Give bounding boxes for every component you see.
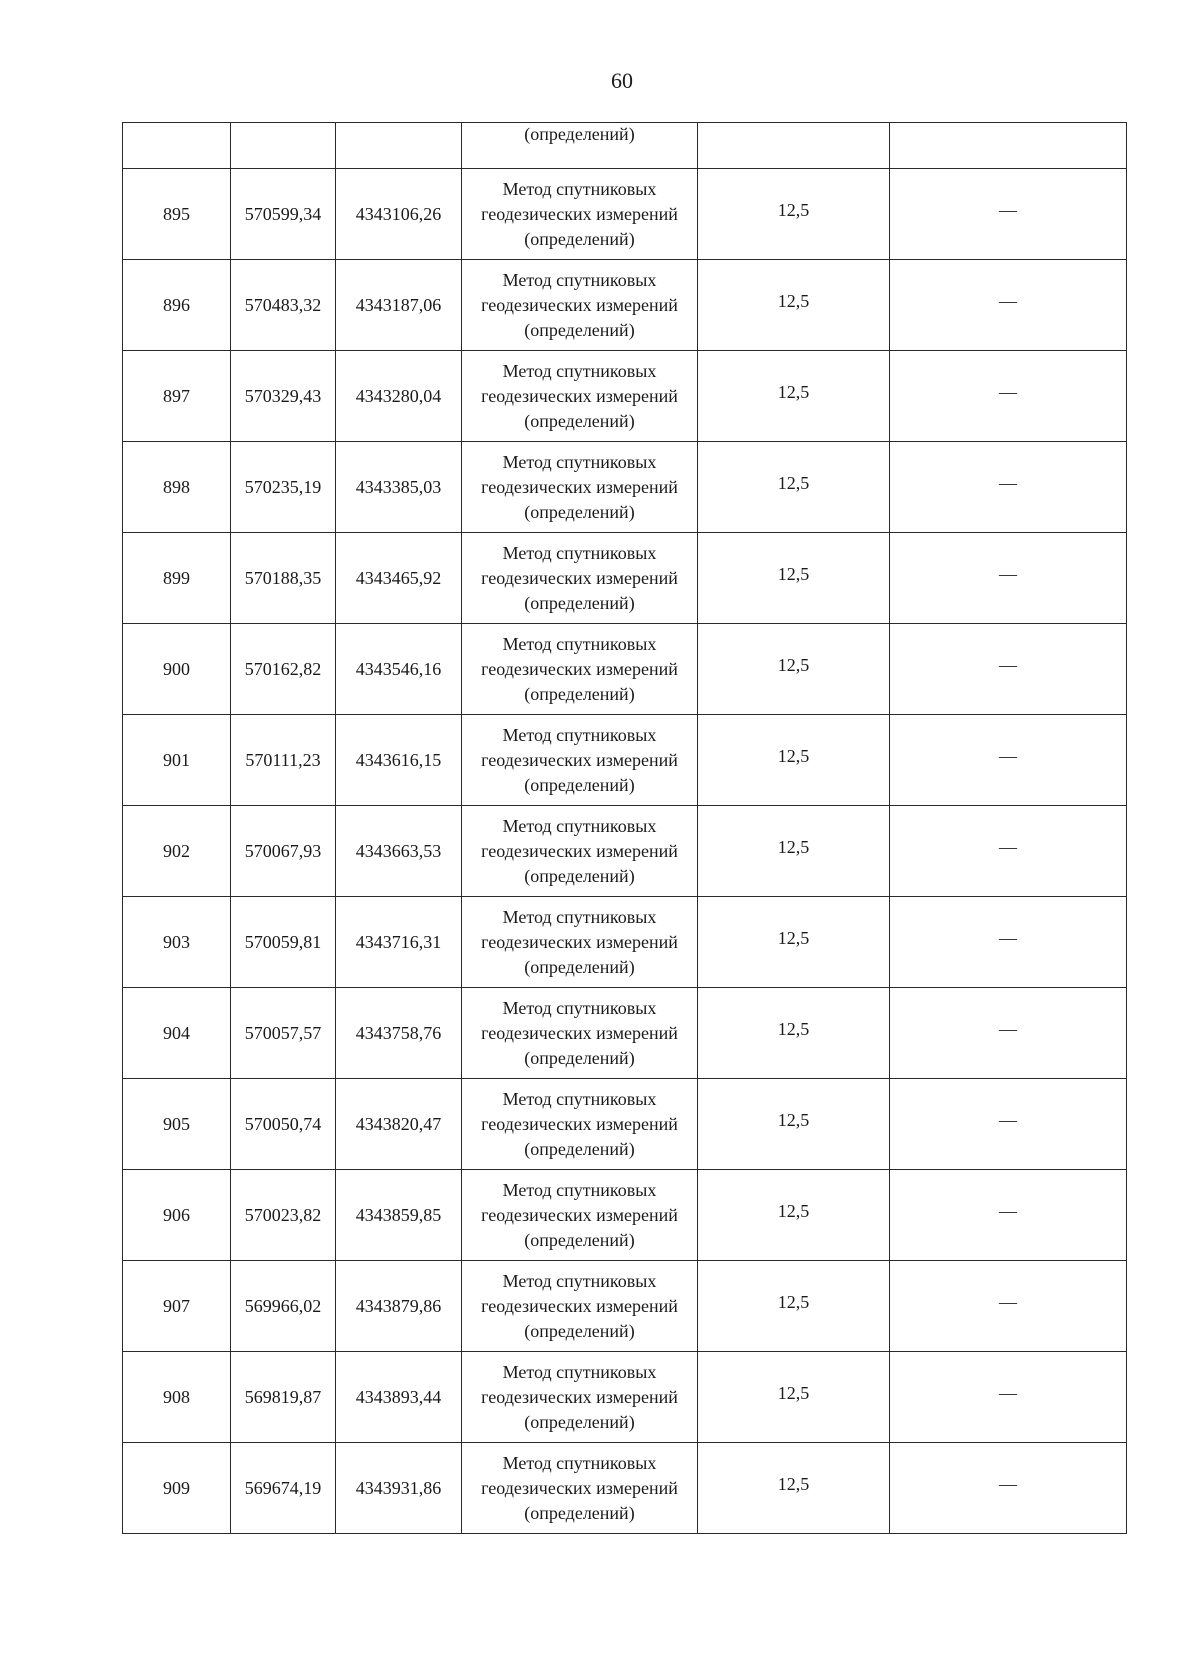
method-line-2: геодезических измерений	[481, 294, 678, 315]
cell-x-coordinate: 570050,74	[231, 1079, 336, 1170]
cell-point-number: 899	[123, 533, 231, 624]
method-line-3: (определений)	[524, 1320, 635, 1341]
note-dash: —	[999, 472, 1017, 493]
method-line-2: геодезических измерений	[481, 1113, 678, 1134]
cell-x-coordinate: 570235,19	[231, 442, 336, 533]
cell-precision	[698, 351, 890, 442]
cell-note	[890, 351, 1127, 442]
method-line-1: Метод спутниковых	[502, 997, 657, 1018]
cell-method	[462, 1261, 698, 1352]
note-dash: —	[999, 654, 1017, 675]
cell-x-coordinate: 570067,93	[231, 806, 336, 897]
precision-value: 12,5	[777, 1109, 810, 1130]
method-line-3: (определений)	[524, 1411, 635, 1432]
cell-y	[336, 123, 462, 169]
cell-precision	[698, 1352, 890, 1443]
cell-note	[890, 988, 1127, 1079]
table-row	[123, 897, 1127, 988]
cell-point-number: 900	[123, 624, 231, 715]
cell-method	[462, 351, 698, 442]
method-line-3: (определений)	[524, 410, 635, 431]
method-line-2: геодезических измерений	[481, 840, 678, 861]
precision-value: 12,5	[777, 381, 810, 402]
method-line-1: Метод спутниковых	[502, 542, 657, 563]
page-number: 60	[611, 68, 633, 93]
cell-x-coordinate: 570057,57	[231, 988, 336, 1079]
method-line-1: Метод спутниковых	[502, 906, 657, 927]
cell-point-number: 901	[123, 715, 231, 806]
note-dash: —	[999, 927, 1017, 948]
method-line-1: Метод спутниковых	[502, 1179, 657, 1200]
cell-y-coordinate: 4343465,92	[336, 533, 462, 624]
cell-point-number: 902	[123, 806, 231, 897]
cell-precision	[698, 624, 890, 715]
coordinates-table	[122, 122, 1127, 1534]
cell-point-number: 909	[123, 1443, 231, 1534]
method-line-3: (определений)	[524, 501, 635, 522]
method-line-2: геодезических измерений	[481, 385, 678, 406]
cell-method	[462, 1352, 698, 1443]
cell-precision	[698, 988, 890, 1079]
method-line-2: геодезических измерений	[481, 1204, 678, 1225]
cell-point-number: 896	[123, 260, 231, 351]
method-line-2: геодезических измерений	[481, 1477, 678, 1498]
cell-y-coordinate: 4343187,06	[336, 260, 462, 351]
cell-method	[462, 1170, 698, 1261]
cell-method	[462, 169, 698, 260]
method-line-1: Метод спутниковых	[502, 360, 657, 381]
cell-method	[462, 442, 698, 533]
precision-value: 12,5	[777, 1473, 810, 1494]
cell-method	[462, 624, 698, 715]
cell-method	[462, 1079, 698, 1170]
cell-y-coordinate: 4343859,85	[336, 1170, 462, 1261]
cell-precision	[698, 1261, 890, 1352]
cell-method	[462, 533, 698, 624]
cell-y-coordinate: 4343758,76	[336, 988, 462, 1079]
precision-value: 12,5	[777, 1382, 810, 1403]
method-line-2: геодезических измерений	[481, 567, 678, 588]
method-line-3: (определений)	[524, 1229, 635, 1250]
method-line-1: Метод спутниковых	[502, 633, 657, 654]
method-line-1: Метод спутниковых	[502, 269, 657, 290]
table-row	[123, 988, 1127, 1079]
cell-x-coordinate: 570599,34	[231, 169, 336, 260]
method-line-2: геодезических измерений	[481, 1295, 678, 1316]
precision-value: 12,5	[777, 199, 810, 220]
cell-y-coordinate: 4343546,16	[336, 624, 462, 715]
note-dash: —	[999, 836, 1017, 857]
cell-precision	[698, 123, 890, 169]
table-row	[123, 442, 1127, 533]
cell-y-coordinate: 4343893,44	[336, 1352, 462, 1443]
table-body	[123, 123, 1127, 1534]
cell-precision	[698, 897, 890, 988]
precision-value: 12,5	[777, 1200, 810, 1221]
precision-value: 12,5	[777, 927, 810, 948]
cell-note	[890, 715, 1127, 806]
method-line-1: Метод спутниковых	[502, 1270, 657, 1291]
precision-value: 12,5	[777, 1291, 810, 1312]
table-row	[123, 169, 1127, 260]
precision-value: 12,5	[777, 836, 810, 857]
note-dash: —	[999, 1291, 1017, 1312]
cell-precision	[698, 715, 890, 806]
method-line-1: Метод спутниковых	[502, 724, 657, 745]
cell-point-number: 906	[123, 1170, 231, 1261]
cell-point-number: 907	[123, 1261, 231, 1352]
precision-value: 12,5	[777, 1018, 810, 1039]
cell-x-coordinate: 570188,35	[231, 533, 336, 624]
method-line-3: (определений)	[524, 1138, 635, 1159]
table-row	[123, 1079, 1127, 1170]
table-row	[123, 1170, 1127, 1261]
cell-precision	[698, 1079, 890, 1170]
cell-precision	[698, 806, 890, 897]
cell-precision	[698, 533, 890, 624]
method-line-1: Метод спутниковых	[502, 1361, 657, 1382]
method-line-1: Метод спутниковых	[502, 451, 657, 472]
cell-note	[890, 1079, 1127, 1170]
cell-note	[890, 897, 1127, 988]
cell-y-coordinate: 4343663,53	[336, 806, 462, 897]
cell-note	[890, 1261, 1127, 1352]
method-line-1: Метод спутниковых	[502, 815, 657, 836]
cell-x-coordinate: 569674,19	[231, 1443, 336, 1534]
cell-point-number: 898	[123, 442, 231, 533]
note-dash: —	[999, 1109, 1017, 1130]
cell-y-coordinate: 4343931,86	[336, 1443, 462, 1534]
method-line-3: (определений)	[524, 228, 635, 249]
method-line-3: (определений)	[524, 1047, 635, 1068]
cell-note	[890, 260, 1127, 351]
method-line-3: (определений)	[524, 1502, 635, 1523]
cell-precision	[698, 442, 890, 533]
note-dash: —	[999, 745, 1017, 766]
cell-method	[462, 897, 698, 988]
method-line-2: геодезических измерений	[481, 658, 678, 679]
cell-note	[890, 806, 1127, 897]
table-row	[123, 1352, 1127, 1443]
cell-y-coordinate: 4343385,03	[336, 442, 462, 533]
cell-precision	[698, 1443, 890, 1534]
cell-point-number: 897	[123, 351, 231, 442]
precision-value: 12,5	[777, 472, 810, 493]
table-row	[123, 1443, 1127, 1534]
cell-note	[890, 1170, 1127, 1261]
method-line-3: (определений)	[524, 956, 635, 977]
cell-x-coordinate: 570059,81	[231, 897, 336, 988]
method-line-2: геодезических измерений	[481, 476, 678, 497]
note-dash: —	[999, 1473, 1017, 1494]
cell-note	[890, 123, 1127, 169]
table-row	[123, 715, 1127, 806]
method-line-1: Метод спутниковых	[502, 178, 657, 199]
cell-y-coordinate: 4343106,26	[336, 169, 462, 260]
cell-note	[890, 442, 1127, 533]
cell-y-coordinate: 4343879,86	[336, 1261, 462, 1352]
note-dash: —	[999, 199, 1017, 220]
method-line-3: (определений)	[524, 774, 635, 795]
cell-x-coordinate: 570483,32	[231, 260, 336, 351]
note-dash: —	[999, 381, 1017, 402]
continuation-row	[123, 123, 1127, 169]
cell-y-coordinate: 4343280,04	[336, 351, 462, 442]
method-line-2: геодезических измерений	[481, 749, 678, 770]
cell-x-coordinate: 570023,82	[231, 1170, 336, 1261]
cell-point-number: 895	[123, 169, 231, 260]
method-line-1: Метод спутниковых	[502, 1452, 657, 1473]
precision-value: 12,5	[777, 290, 810, 311]
table-row	[123, 533, 1127, 624]
cell-precision	[698, 169, 890, 260]
cell-note	[890, 533, 1127, 624]
cell-x-coordinate: 570162,82	[231, 624, 336, 715]
table-row	[123, 260, 1127, 351]
cell-precision	[698, 1170, 890, 1261]
method-line-2: геодезических измерений	[481, 203, 678, 224]
cell-y-coordinate: 4343716,31	[336, 897, 462, 988]
note-dash: —	[999, 1200, 1017, 1221]
note-dash: —	[999, 290, 1017, 311]
cell-point-number: 905	[123, 1079, 231, 1170]
method-line-1: Метод спутниковых	[502, 1088, 657, 1109]
method-line-2: геодезических измерений	[481, 1386, 678, 1407]
method-line-3: (определений)	[524, 865, 635, 886]
table-row	[123, 624, 1127, 715]
cell-method	[462, 1443, 698, 1534]
cell-method	[462, 260, 698, 351]
cell-x	[231, 123, 336, 169]
cell-method	[462, 715, 698, 806]
cell-point-number: 903	[123, 897, 231, 988]
cell-x-coordinate: 569966,02	[231, 1261, 336, 1352]
method-line-3: (определений)	[524, 319, 635, 340]
note-dash: —	[999, 1382, 1017, 1403]
cell-point-number: 908	[123, 1352, 231, 1443]
table-row	[123, 1261, 1127, 1352]
note-dash: —	[999, 563, 1017, 584]
cell-note	[890, 624, 1127, 715]
table-row	[123, 351, 1127, 442]
cell-method	[462, 988, 698, 1079]
cell-x-coordinate: 570329,43	[231, 351, 336, 442]
method-line-2: геодезических измерений	[481, 931, 678, 952]
cell-num	[123, 123, 231, 169]
cell-x-coordinate: 569819,87	[231, 1352, 336, 1443]
note-dash: —	[999, 1018, 1017, 1039]
method-line-2: геодезических измерений	[481, 1022, 678, 1043]
cell-note	[890, 1352, 1127, 1443]
method-line-3: (определений)	[524, 592, 635, 613]
cell-y-coordinate: 4343616,15	[336, 715, 462, 806]
cell-note	[890, 1443, 1127, 1534]
precision-value: 12,5	[777, 563, 810, 584]
precision-value: 12,5	[777, 654, 810, 675]
cell-method	[462, 806, 698, 897]
precision-value: 12,5	[777, 745, 810, 766]
table-row	[123, 806, 1127, 897]
cell-method: (определений)	[462, 123, 698, 169]
cell-x-coordinate: 570111,23	[231, 715, 336, 806]
cell-note	[890, 169, 1127, 260]
method-line-3: (определений)	[524, 683, 635, 704]
cell-point-number: 904	[123, 988, 231, 1079]
cell-y-coordinate: 4343820,47	[336, 1079, 462, 1170]
cell-precision	[698, 260, 890, 351]
